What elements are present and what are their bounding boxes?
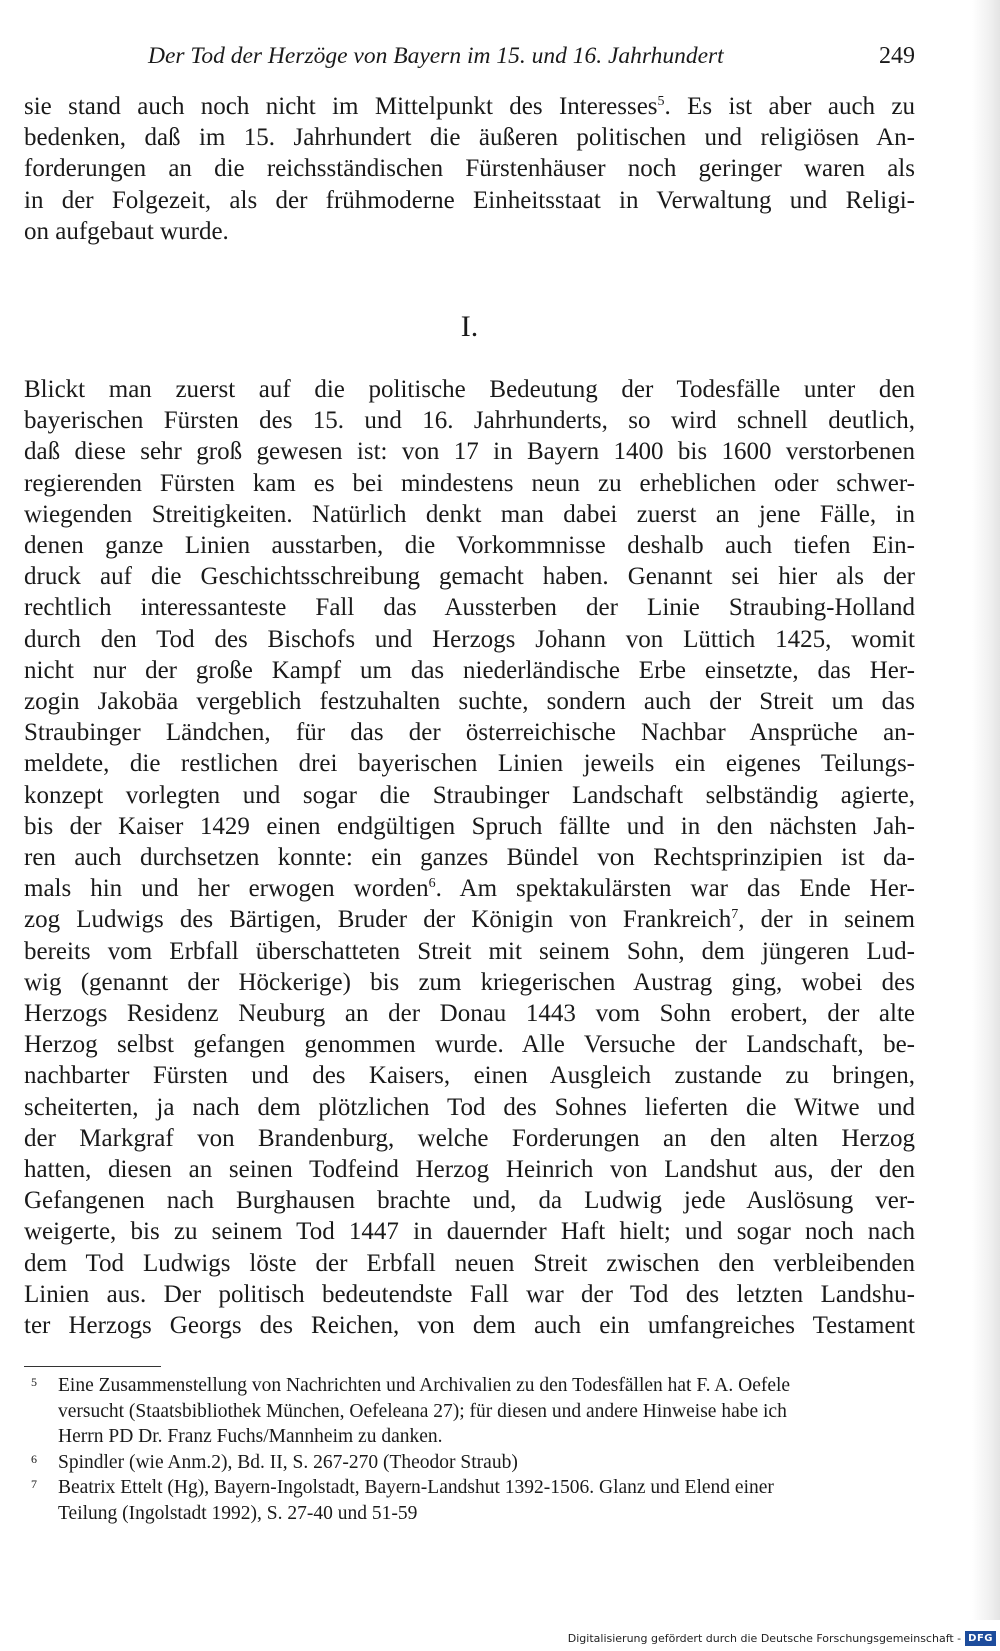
intro-paragraph: [24, 91, 915, 247]
text-line: konzept vorlegten und sogar die Straubinger Landschaft selbständig agierte,: [24, 781, 915, 809]
text-line: nachbarter Fürsten und des Kaisers, einen Ausgleich zustande zu bringen,: [24, 1062, 915, 1090]
footnote-ref: 6: [428, 876, 436, 892]
footnote-7: [24, 1475, 915, 1526]
text-line: weigerte, bis zu seinem Tod 1447 in dauernder Haft hielt; und sogar noch nach: [24, 1218, 915, 1246]
footnote-line: Herrn PD Dr. Franz Fuchs/Mannheim zu danken.: [58, 1426, 443, 1447]
footnote-line: Spindler (wie Anm.2), Bd. II, S. 267-270 (Theodor Straub): [58, 1451, 518, 1473]
footnote-ref: 5: [657, 94, 665, 109]
text-line: regierenden Fürsten kam es bei mindestens neun zu erheblichen oder schwer-: [24, 469, 915, 497]
text-line: nicht nur der große Kampf um das niederländische Erbe einsetzte, das Her-: [24, 656, 915, 684]
section-heading: I.: [460, 310, 479, 343]
text-line: der Markgraf von Brandenburg, welche Forderungen an den alten Herzog: [24, 1124, 915, 1152]
text-line: Gefangenen nach Burghausen brachte und, da Ludwig jede Auslösung ver-: [24, 1187, 915, 1215]
text-line: Linien aus. Der politisch bedeutendste Fall war der Tod des letzten Landshu-: [24, 1280, 915, 1308]
footnote-line: Beatrix Ettelt (Hg), Bayern-Ingolstadt, Bayern-Landshut 1392-1506. Glanz und Elend einer: [58, 1477, 774, 1498]
text-line: bis der Kaiser 1429 einen endgültigen Spruch fällte und in den nächsten Jah-: [24, 812, 915, 840]
text-line: forderungen an die reichsständischen Fürstenhäuser noch geringer waren als: [24, 155, 915, 183]
footnote-line: Teilung (Ingolstadt 1992), S. 27-40 und 51-59: [58, 1502, 418, 1524]
text-line: durch den Tod des Bischofs und Herzogs Johann von Lüttich 1425, womit: [24, 625, 915, 653]
text-line: bereits vom Erbfall überschatteten Streit mit seinem Sohn, dem jüngeren Lud-: [24, 937, 915, 965]
text-line: bedenken, daß im 15. Jahrhundert die äußeren politischen und religiösen An-: [24, 124, 915, 152]
text-line: sie stand auch noch nicht im Mittelpunkt des Interesses$^5$. Es ist aber auch zu: [24, 93, 915, 120]
text-line: scheiterten, ja nach dem plötzlichen Tod des Sohnes lieferten die Witwe und: [24, 1093, 915, 1121]
footnote-rule: [24, 1366, 161, 1367]
credit-text: Digitalisierung gefördert durch die Deutsche Forschungsgemeinschaft -: [567, 1631, 962, 1645]
text-line: dem Tod Ludwigs löste der Erbfall neuen Streit zwischen den verbleibenden: [24, 1249, 915, 1277]
footnotes: [24, 1373, 915, 1526]
scan-page-edge: [972, 0, 1000, 1620]
text-line: Straubinger Ländchen, für das der österreichische Nachbar Ansprüche an-: [24, 719, 915, 747]
dfg-logo-icon: DFG: [965, 1631, 996, 1646]
text-line: Herzog selbst gefangen genommen wurde. Alle Versuche der Landschaft, be-: [24, 1031, 915, 1059]
text-line: Herzogs Residenz Neuburg an der Donau 1443 vom Sohn erobert, der alte: [24, 1000, 915, 1028]
text-line: wig (genannt der Höckerige) bis zum kriegerischen Austrag ging, wobei des: [24, 968, 915, 996]
book-page: [24, 0, 915, 1651]
footnote-6: [24, 1450, 915, 1476]
footnote-ref: 7: [731, 907, 739, 923]
text-line: ren auch durchsetzen konnte: ein ganzes Bündel von Rechtsprinzipien ist da-: [24, 844, 915, 872]
text-line: on aufgebaut wurde.: [24, 217, 229, 245]
digitization-credit: [568, 1629, 996, 1647]
text-line: hatten, diesen an seinen Todfeind Herzog Heinrich von Landshut aus, der den: [24, 1156, 915, 1184]
running-head: [24, 38, 915, 74]
text-line: Blickt man zuerst auf die politische Bedeutung der Todesfälle unter den: [24, 376, 915, 403]
text-line: druck auf die Geschichtsschreibung gemacht haben. Genannt sei hier als der: [24, 563, 915, 591]
text-line: zog Ludwigs des Bärtigen, Bruder der Königin von Frankreich$^7$, der in seinem: [24, 906, 915, 934]
footnote-5: [24, 1373, 915, 1450]
text-line: bayerischen Fürsten des 15. und 16. Jahrhunderts, so wird schnell deutlich,: [24, 407, 915, 435]
text-line: denen ganze Linien ausstarben, die Vorkommnisse deshalb auch tiefen Ein-: [24, 532, 915, 560]
text-line: ter Herzogs Georgs des Reichen, von dem auch ein umfangreiches Testament: [24, 1312, 915, 1340]
text-line: daß diese sehr groß gewesen ist: von 17 in Bayern 1400 bis 1600 verstorbenen: [24, 438, 915, 466]
footnote-number: 6: [31, 1451, 37, 1466]
text-line: rechtlich interessanteste Fall das Aussterben der Linie Straubing-Holland: [24, 594, 915, 622]
footnote-line: Eine Zusammenstellung von Nachrichten und Archivalien zu den Todesfällen hat F. A. Oefele: [58, 1375, 791, 1396]
text-line: wiegenden Streitigkeiten. Natürlich denkt man dabei zuerst an jene Fälle, in: [24, 500, 915, 528]
page-number: 249: [879, 43, 915, 69]
footnote-line: versucht (Staatsbibliothek München, Oefeleana 27); für diesen und andere Hinweise habe ich: [58, 1400, 787, 1422]
text-line: zogin Jakobäa vergeblich festzuhalten suchte, sondern auch der Streit um das: [24, 688, 915, 716]
running-head-title: Der Tod der Herzöge von Bayern im 15. und 16. Jahrhundert: [148, 43, 724, 69]
text-line: in der Folgezeit, als der frühmoderne Einheitsstaat in Verwaltung und Religi-: [24, 186, 915, 214]
main-paragraph: [24, 374, 915, 1341]
footnote-number: 5: [31, 1375, 37, 1389]
footnote-number: 7: [31, 1477, 37, 1491]
text-line: meldete, die restlichen drei bayerischen Linien jeweils ein eigenes Teilungs-: [24, 750, 915, 778]
text-line: mals hin und her erwogen worden$^6$. Am spektakulärsten war das Ende Her-: [24, 875, 915, 903]
